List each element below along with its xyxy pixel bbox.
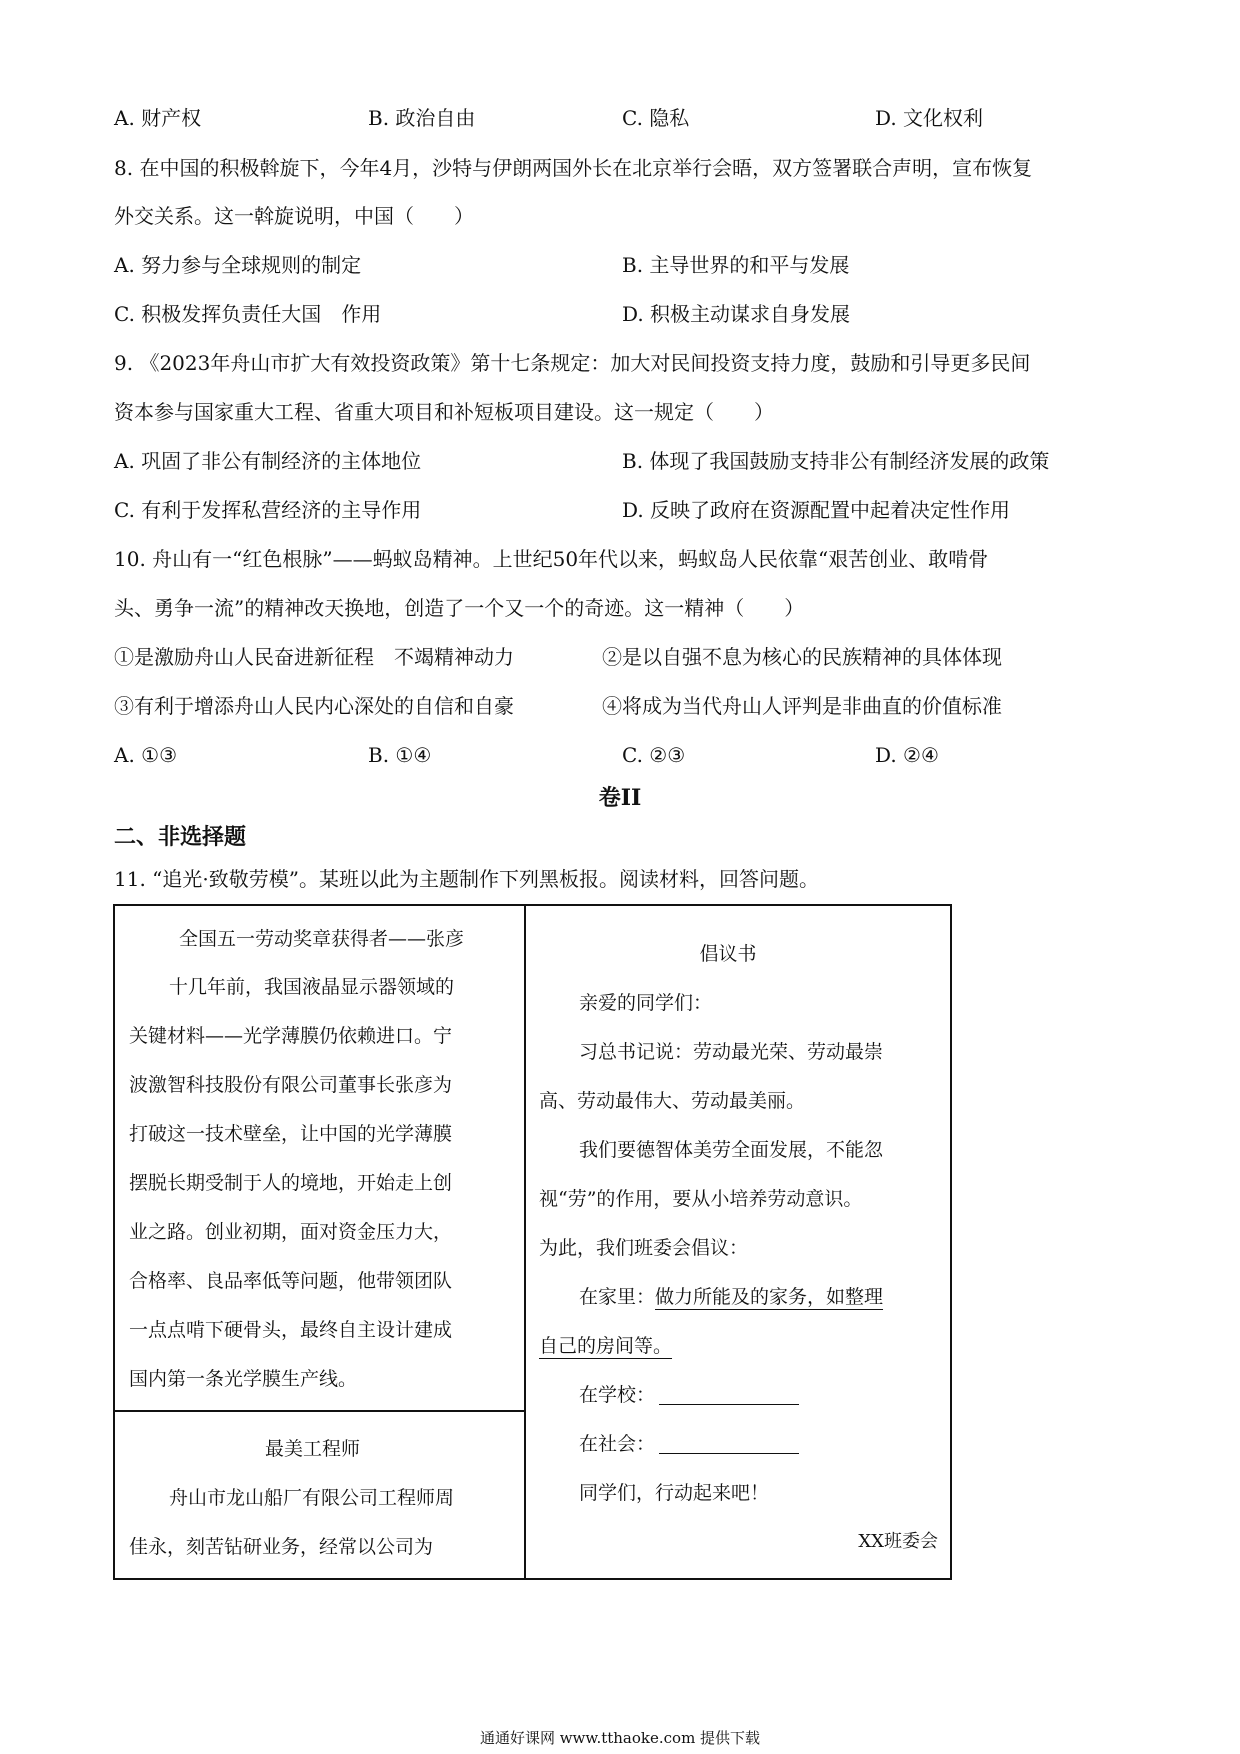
- proposal-signature: XX班委会: [858, 1531, 938, 1552]
- school-label: 在学校：: [579, 1384, 656, 1406]
- labor-medal-heading: 全国五一劳动奖章获得者——张彦: [179, 928, 465, 950]
- q10-stem-line2: 头、勇争一流”的精神改天换地，创造了一个又一个的奇迹。这一精神（ ）: [114, 596, 805, 620]
- q9-option-d: D. 反映了政府在资源配置中起着决定性作用: [622, 498, 1011, 522]
- proposal-greeting: 亲爱的同学们：: [579, 992, 713, 1014]
- zhang-yan-line-1: 十几年前，我国液晶显示器领域的: [169, 976, 455, 998]
- q10-statement-4: ④将成为当代舟山人评判是非曲直的价值标准: [602, 694, 1002, 718]
- q8-stem-line1: 8. 在中国的积极斡旋下，今年4月，沙特与伊朗两国外长在北京举行会晤，双方签署联合声明，宣布恢复: [114, 156, 1033, 180]
- q10-option-b: B. ①④: [368, 743, 432, 767]
- proposal-p2-line1: 我们要德智体美劳全面发展，不能忽: [579, 1139, 884, 1161]
- q8-option-d: D. 积极主动谋求自身发展: [622, 302, 851, 326]
- q10-option-d: D. ②④: [875, 743, 939, 767]
- society-label: 在社会：: [579, 1433, 656, 1455]
- volume-title: 卷II: [598, 785, 642, 811]
- section-title: 二、非选择题: [114, 824, 247, 850]
- q9-stem-line1: 9. 《2023年舟山市扩大有效投资政策》第十七条规定：加大对民间投资支持力度，鼓励和引导更多民间: [114, 351, 1031, 375]
- home-example-text-1: 做力所能及的家务，如整理: [655, 1286, 884, 1308]
- zhang-yan-line-6: 业之路。创业初期，面对资金压力大，: [129, 1221, 453, 1243]
- q7-option-c: C. 隐私: [622, 106, 690, 130]
- q8-option-c: C. 积极发挥负责任大国 作用: [114, 302, 382, 326]
- q8-option-a: A. 努力参与全球规则的制定: [114, 253, 362, 277]
- q9-option-a: A. 巩固了非公有制经济的主体地位: [114, 449, 422, 473]
- blackboard-newspaper: [113, 904, 952, 1580]
- proposal-school-line: [579, 1382, 799, 1408]
- q9-option-c: C. 有利于发挥私营经济的主导作用: [114, 498, 422, 522]
- q10-option-a: A. ①③: [114, 743, 178, 767]
- society-answer-blank[interactable]: [659, 1433, 799, 1454]
- zhang-yan-line-8: 一点点啃下硬骨头，最终自主设计建成: [129, 1319, 453, 1341]
- proposal-p2-line2: 视“劳”的作用，要从小培养劳动意识。: [539, 1188, 863, 1210]
- proposal-home-line2: [539, 1333, 672, 1359]
- board-horizontal-divider: [115, 1410, 526, 1412]
- q11-stem: 11. “追光·致敬劳模”。某班以此为主题制作下列黑板报。阅读材料，回答问题。: [114, 867, 819, 891]
- q7-option-a: A. 财产权: [114, 106, 202, 130]
- zhang-yan-line-7: 合格率、良品率低等问题，他带领团队: [129, 1270, 453, 1292]
- proposal-call: 同学们，行动起来吧！: [579, 1482, 770, 1504]
- q9-option-b: B. 体现了我国鼓励支持非公有制经济发展的政策: [622, 449, 1050, 473]
- page-footer: 通通好课网 www.tthaoke.com 提供下载: [479, 1729, 761, 1747]
- q10-statement-1: ①是激励舟山人民奋进新征程 不竭精神动力: [114, 645, 514, 669]
- q9-stem-line2: 资本参与国家重大工程、省重大项目和补短板项目建设。这一规定（ ）: [114, 400, 774, 424]
- q8-stem-line2: 外交关系。这一斡旋说明，中国（ ）: [114, 204, 474, 228]
- q8-option-b: B. 主导世界的和平与发展: [622, 253, 850, 277]
- zhang-yan-line-4: 打破这一技术壁垒，让中国的光学薄膜: [129, 1123, 453, 1145]
- home-example-text-2: 自己的房间等。: [539, 1335, 673, 1357]
- q7-option-b: B. 政治自由: [368, 106, 476, 130]
- q10-statement-3: ③有利于增添舟山人民内心深处的自信和自豪: [114, 694, 514, 718]
- proposal-p1-line2: 高、劳动最伟大、劳动最美丽。: [539, 1090, 806, 1112]
- proposal-p1-line1: 习总书记说：劳动最光荣、劳动最崇: [579, 1041, 884, 1063]
- zhang-yan-line-9: 国内第一条光学膜生产线。: [129, 1368, 358, 1390]
- school-answer-blank[interactable]: [659, 1384, 799, 1405]
- q10-option-c: C. ②③: [622, 743, 686, 767]
- zhang-yan-line-3: 波激智科技股份有限公司董事长张彦为: [129, 1074, 453, 1096]
- proposal-home-line1: [579, 1284, 883, 1310]
- best-engineer-line-2: 佳永，刻苦钻研业务，经常以公司为: [129, 1536, 434, 1558]
- proposal-society-line: [579, 1431, 799, 1457]
- q7-option-d: D. 文化权利: [875, 106, 984, 130]
- board-vertical-divider: [524, 906, 526, 1578]
- best-engineer-heading: 最美工程师: [265, 1438, 361, 1460]
- proposal-heading: 倡议书: [699, 943, 757, 965]
- proposal-p2-line3: 为此，我们班委会倡议：: [539, 1237, 749, 1259]
- q10-stem-line1: 10. 舟山有一“红色根脉”——蚂蚁岛精神。上世纪50年代以来，蚂蚁岛人民依靠“艰苦创业、敢啃骨: [114, 547, 989, 571]
- home-label: 在家里：: [579, 1286, 656, 1308]
- best-engineer-line-1: 舟山市龙山船厂有限公司工程师周: [169, 1487, 455, 1509]
- zhang-yan-line-5: 摆脱长期受制于人的境地，开始走上创: [129, 1172, 453, 1194]
- zhang-yan-line-2: 关键材料——光学薄膜仍依赖进口。宁: [129, 1025, 453, 1047]
- q10-statement-2: ②是以自强不息为核心的民族精神的具体体现: [602, 645, 1002, 669]
